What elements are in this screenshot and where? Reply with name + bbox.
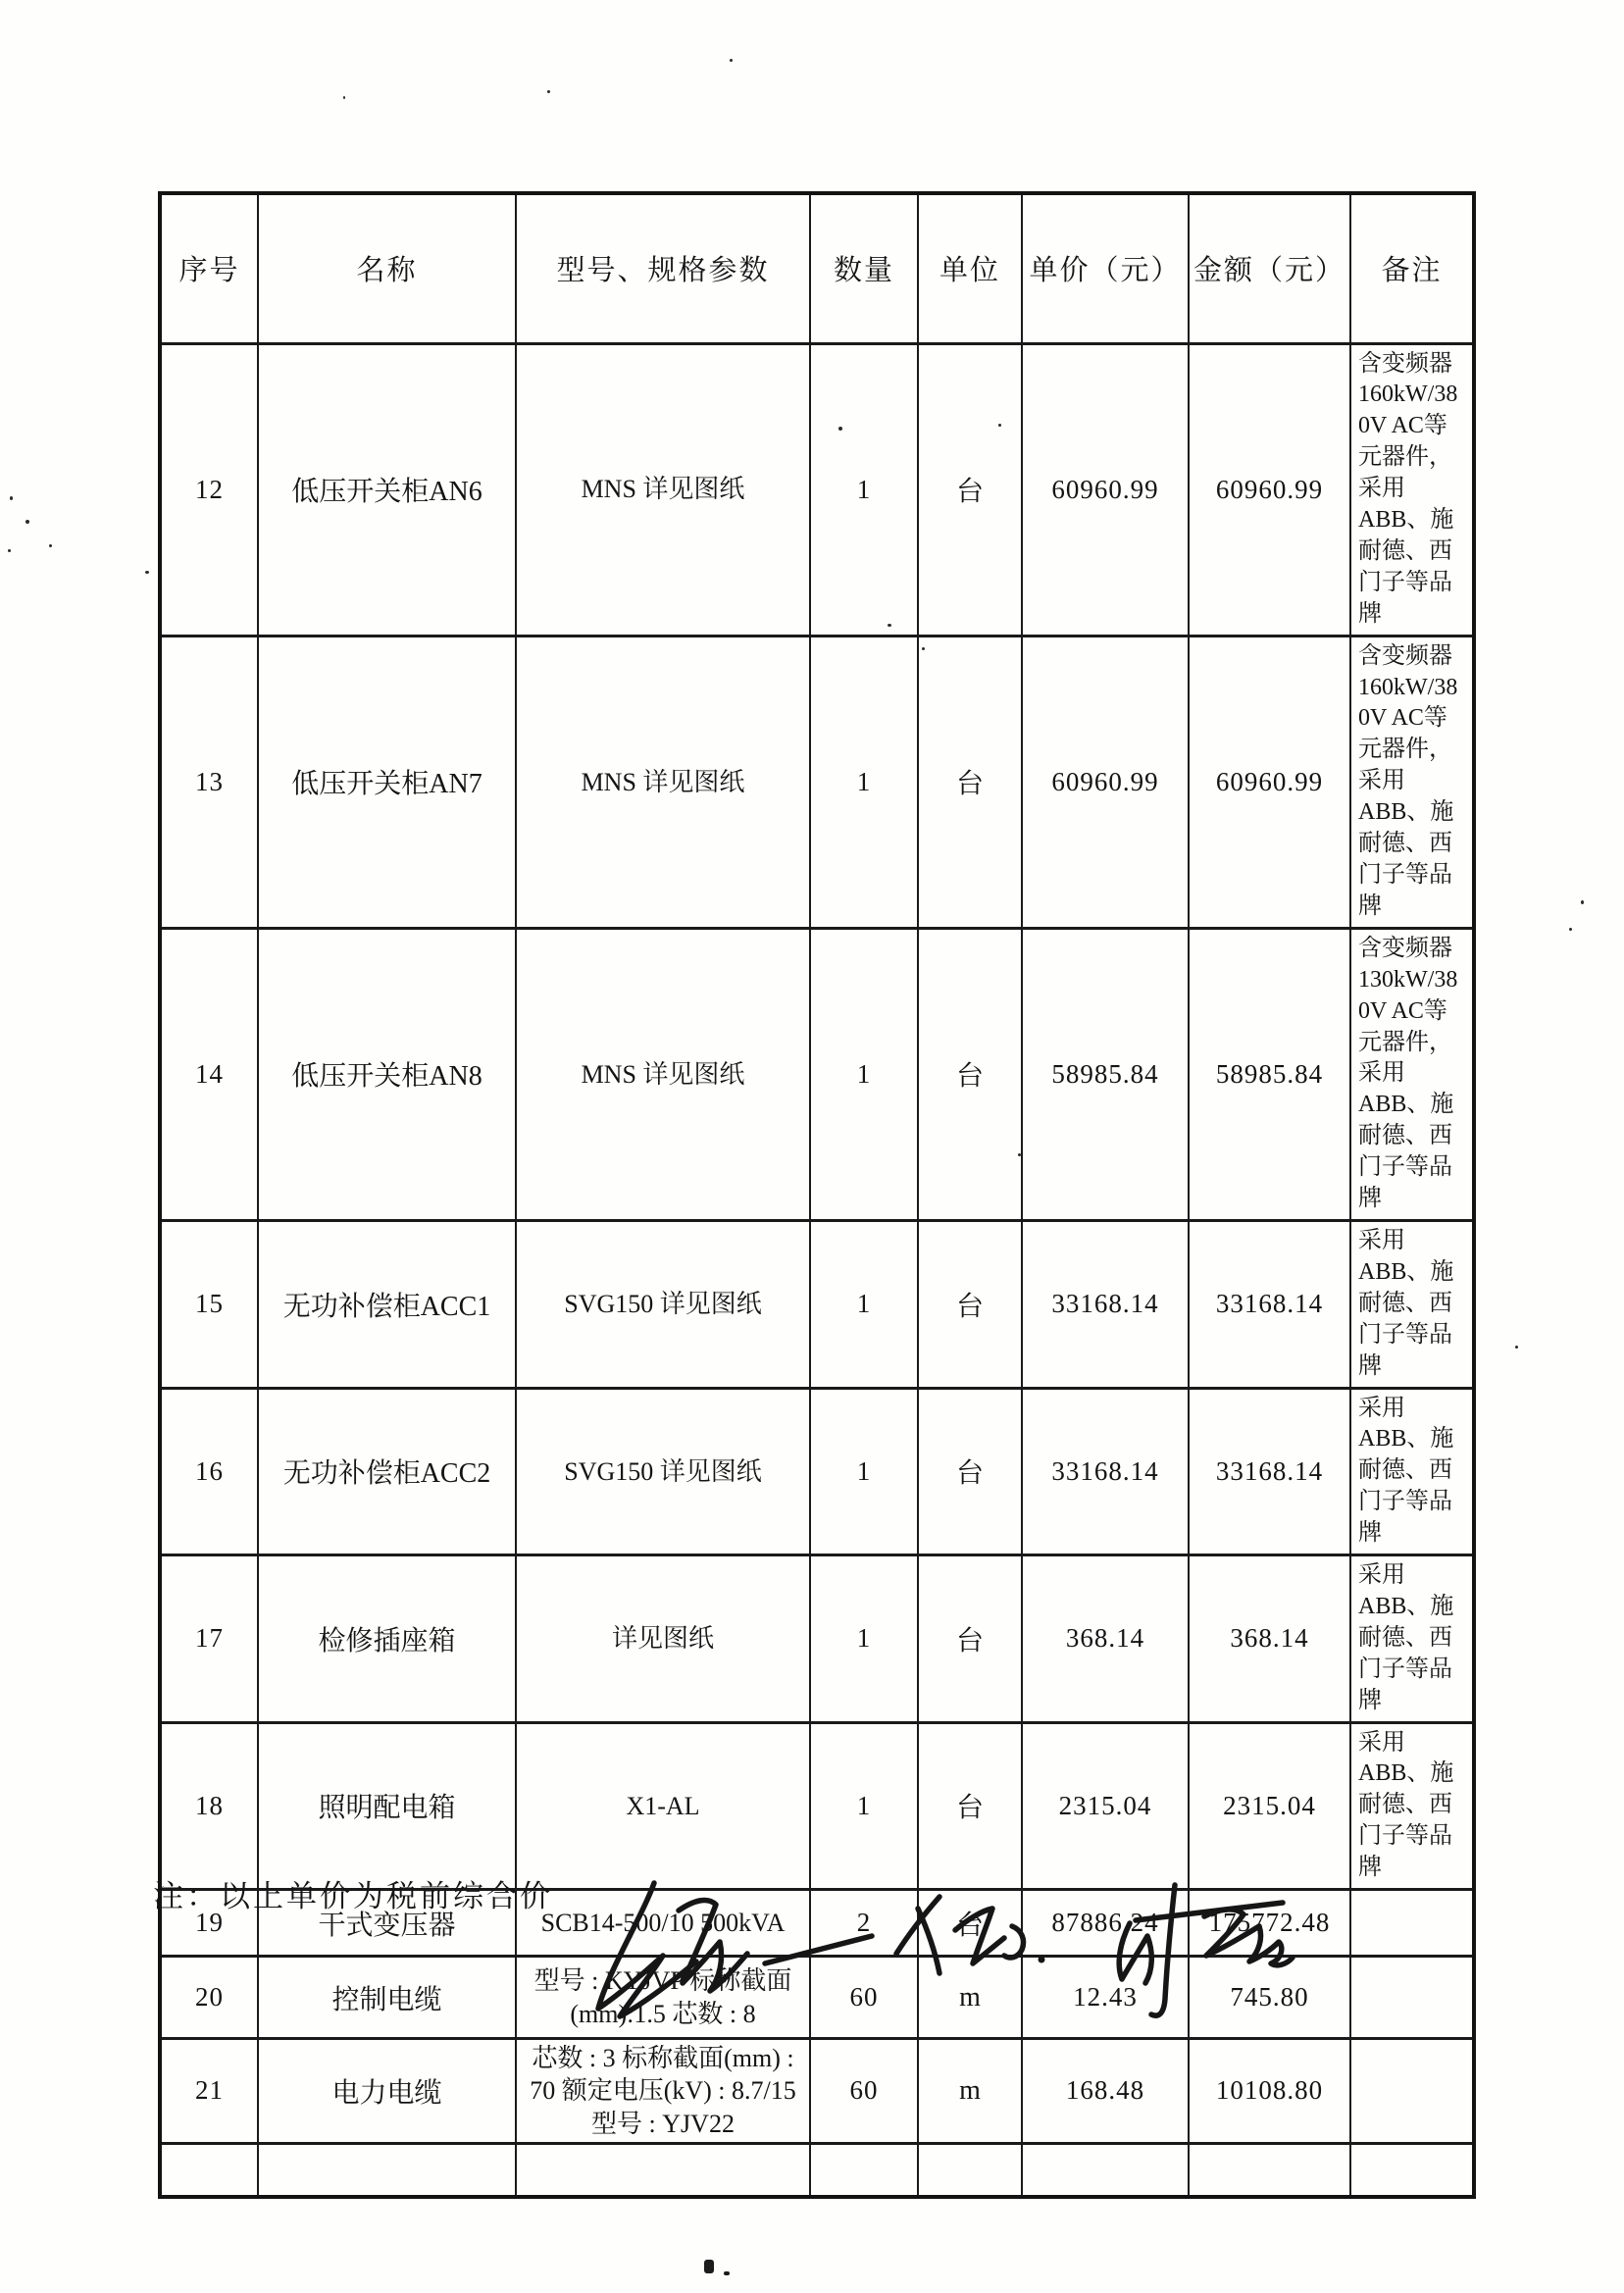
cell-amount	[1189, 2143, 1350, 2197]
cell-amount: 33168.14	[1189, 1388, 1350, 1555]
header-serial-no: 序号	[160, 193, 258, 343]
cell-no: 15	[160, 1220, 258, 1388]
signature-3	[1119, 1885, 1293, 2015]
table-header	[160, 193, 1474, 343]
cell-remark: 含变频器130kW/380V AC等元器件，采用ABB、施耐德、西门子等品牌	[1350, 928, 1474, 1220]
cell-qty: 1	[810, 928, 918, 1220]
header-amount: 金额（元）	[1189, 193, 1350, 343]
cell-qty: 1	[810, 636, 918, 928]
cell-unit	[918, 2143, 1022, 2197]
scan-speck	[922, 647, 925, 650]
cell-remark: 含变频器160kW/380V AC等元器件，采用ABB、施耐德、西门子等品牌	[1350, 343, 1474, 636]
cell-no: 12	[160, 343, 258, 636]
cell-amount: 368.14	[1189, 1555, 1350, 1723]
cell-qty: 60	[810, 1957, 918, 2039]
cell-unit_price: 33168.14	[1022, 1220, 1189, 1388]
cell-unit_price: 60960.99	[1022, 636, 1189, 928]
scan-speck	[25, 520, 29, 524]
table-row	[160, 1555, 1474, 1723]
cell-unit_price	[1022, 2143, 1189, 2197]
cell-amount: 60960.99	[1189, 636, 1350, 928]
footnote: 注：以上单价为税前综合价	[153, 1879, 553, 1913]
cell-amount: 10108.80	[1189, 2039, 1350, 2144]
header-unit: 单位	[918, 193, 1022, 343]
cell-name: 无功补偿柜ACC2	[258, 1388, 516, 1555]
cell-remark	[1350, 2143, 1474, 2197]
table-row	[160, 1388, 1474, 1555]
cell-no: 21	[160, 2039, 258, 2144]
cell-qty: 1	[810, 1220, 918, 1388]
cell-name: 电力电缆	[258, 2039, 516, 2144]
cell-unit: 台	[918, 1220, 1022, 1388]
header-model-spec: 型号、规格参数	[516, 193, 810, 343]
cell-unit_price: 87886.24	[1022, 1890, 1189, 1957]
cell-name: 低压开关柜AN8	[258, 928, 516, 1220]
scan-speck	[730, 59, 733, 62]
cell-name	[258, 2143, 516, 2197]
signature-1	[598, 1883, 872, 2016]
table-row	[160, 1220, 1474, 1388]
cell-spec: X1-AL	[516, 1722, 810, 1890]
cell-spec: SVG150 详见图纸	[516, 1388, 810, 1555]
cell-remark	[1350, 1890, 1474, 1957]
cell-unit: 台	[918, 1890, 1022, 1957]
header-quantity: 数量	[810, 193, 918, 343]
signature-2	[896, 1897, 1045, 1973]
cell-no: 16	[160, 1388, 258, 1555]
cell-name: 无功补偿柜ACC1	[258, 1220, 516, 1388]
cell-unit_price: 12.43	[1022, 1957, 1189, 2039]
cell-unit_price: 2315.04	[1022, 1722, 1189, 1890]
cell-unit: m	[918, 1957, 1022, 2039]
header-row	[160, 193, 1474, 343]
table-row	[160, 2143, 1474, 2197]
cell-unit: 台	[918, 343, 1022, 636]
cell-name: 低压开关柜AN6	[258, 343, 516, 636]
cell-no: 19	[160, 1890, 258, 1957]
cell-remark: 采用ABB、施耐德、西门子等品牌	[1350, 1388, 1474, 1555]
cell-spec: MNS 详见图纸	[516, 636, 810, 928]
cell-no	[160, 2143, 258, 2197]
cell-unit_price: 368.14	[1022, 1555, 1189, 1723]
cell-qty: 1	[810, 343, 918, 636]
scan-smudge	[704, 2260, 714, 2273]
header-remark: 备注	[1350, 193, 1474, 343]
cell-no: 18	[160, 1722, 258, 1890]
cell-name: 照明配电箱	[258, 1722, 516, 1890]
cell-qty: 1	[810, 1722, 918, 1890]
table-row	[160, 343, 1474, 636]
cell-name: 检修插座箱	[258, 1555, 516, 1723]
cell-no: 14	[160, 928, 258, 1220]
cell-amount: 175772.48	[1189, 1890, 1350, 1957]
cell-unit_price: 60960.99	[1022, 343, 1189, 636]
cell-no: 20	[160, 1957, 258, 2039]
cell-spec	[516, 2143, 810, 2197]
scan-speck	[998, 424, 1001, 427]
cell-remark: 采用ABB、施耐德、西门子等品牌	[1350, 1722, 1474, 1890]
cell-remark	[1350, 1957, 1474, 2039]
scan-speck	[838, 427, 842, 431]
cell-unit: 台	[918, 1722, 1022, 1890]
table-row	[160, 2039, 1474, 2144]
scan-speck	[343, 96, 345, 99]
table-row	[160, 928, 1474, 1220]
cell-unit: 台	[918, 1388, 1022, 1555]
cell-qty: 1	[810, 1555, 918, 1723]
scan-speck	[1581, 900, 1584, 904]
cell-unit_price: 58985.84	[1022, 928, 1189, 1220]
cell-unit_price: 33168.14	[1022, 1388, 1189, 1555]
cell-amount: 60960.99	[1189, 343, 1350, 636]
cell-qty	[810, 2143, 918, 2197]
cell-qty: 60	[810, 2039, 918, 2144]
scan-smudge	[724, 2271, 730, 2275]
cell-remark: 含变频器160kW/380V AC等元器件，采用ABB、施耐德、西门子等品牌	[1350, 636, 1474, 928]
cell-no: 17	[160, 1555, 258, 1723]
cell-spec: MNS 详见图纸	[516, 928, 810, 1220]
cell-amount: 58985.84	[1189, 928, 1350, 1220]
cell-spec: 芯数 : 3 标称截面(mm) : 70 额定电压(kV) : 8.7/15 型号 : YJV22	[516, 2039, 810, 2144]
cell-unit: 台	[918, 1555, 1022, 1723]
scan-speck	[49, 544, 52, 547]
cell-unit_price: 168.48	[1022, 2039, 1189, 2144]
scan-speck	[145, 571, 149, 574]
cell-amount: 2315.04	[1189, 1722, 1350, 1890]
cell-name: 低压开关柜AN7	[258, 636, 516, 928]
cell-amount: 33168.14	[1189, 1220, 1350, 1388]
cell-spec: 型号 : KYJVP 标称截面(mm):1.5 芯数 : 8	[516, 1957, 810, 2039]
header-unit-price: 单价（元）	[1022, 193, 1189, 343]
handwritten-signatures	[581, 1869, 1326, 2041]
table-row	[160, 1722, 1474, 1890]
cell-amount: 745.80	[1189, 1957, 1350, 2039]
cell-unit: 台	[918, 636, 1022, 928]
cell-qty: 2	[810, 1890, 918, 1957]
cell-unit: m	[918, 2039, 1022, 2144]
scan-speck	[1515, 1346, 1518, 1349]
cell-spec: MNS 详见图纸	[516, 343, 810, 636]
cell-no: 13	[160, 636, 258, 928]
scan-speck	[1018, 1153, 1021, 1156]
cell-remark	[1350, 2039, 1474, 2144]
cell-remark: 采用ABB、施耐德、西门子等品牌	[1350, 1555, 1474, 1723]
scan-speck	[8, 549, 11, 552]
scan-speck	[888, 624, 891, 627]
scan-speck	[547, 90, 550, 93]
cell-name: 控制电缆	[258, 1957, 516, 2039]
cell-name: 干式变压器	[258, 1890, 516, 1957]
cell-spec: 详见图纸	[516, 1555, 810, 1723]
cell-unit: 台	[918, 928, 1022, 1220]
header-name: 名称	[258, 193, 516, 343]
scan-speck	[10, 496, 13, 500]
table-row	[160, 636, 1474, 928]
cell-spec: SVG150 详见图纸	[516, 1220, 810, 1388]
cell-qty: 1	[810, 1388, 918, 1555]
scan-speck	[1569, 928, 1572, 931]
cell-remark: 采用ABB、施耐德、西门子等品牌	[1350, 1220, 1474, 1388]
cell-spec: SCB14-500/10 500kVA	[516, 1890, 810, 1957]
